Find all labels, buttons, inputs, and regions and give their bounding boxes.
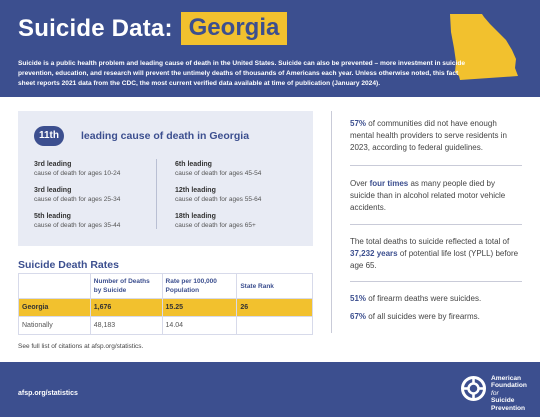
- table-cell: 48,183: [90, 317, 162, 335]
- stat-item: [34, 212, 120, 238]
- fact-text: Over: [350, 179, 370, 188]
- table-row: [19, 299, 313, 317]
- fact-divider: [350, 281, 522, 282]
- fact-ypll: [350, 236, 522, 272]
- fact-firearm-deaths: [350, 293, 522, 305]
- table-header: [19, 274, 91, 299]
- wordmark-line: Suicide: [491, 397, 515, 405]
- fact-highlight: four times: [369, 179, 409, 188]
- wordmark-line: Foundation: [491, 382, 527, 390]
- fact-text: of communities did not have enough mental health providers to serve residents in 2023, according to federal guidelines.: [350, 119, 507, 152]
- rates-table: [18, 273, 313, 335]
- fact-divider: [350, 165, 522, 166]
- stat-item: [175, 186, 261, 212]
- fact-highlight: 37,232 years: [350, 249, 398, 258]
- wordmark-line: Prevention: [491, 404, 526, 412]
- fact-highlight: 51%: [350, 294, 367, 303]
- vertical-divider: [331, 111, 332, 333]
- table-header: Rate per 100,000 Population: [162, 274, 237, 299]
- stat-desc: cause of death for ages 55-64: [175, 196, 262, 203]
- fact-highlight: 67%: [350, 312, 367, 321]
- fact-text: as many people died by suicide than in alcohol related motor vehicle accidents.: [350, 179, 506, 212]
- fact-divider: [350, 224, 522, 225]
- table-cell: 14.04: [162, 317, 237, 335]
- stat-desc: cause of death for ages 25-34: [34, 196, 121, 203]
- fact-highlight: 57%: [350, 119, 367, 128]
- stat-item: [175, 160, 261, 186]
- stat-rank: 5th leading: [34, 213, 71, 220]
- fact-text: of all suicides were by firearms.: [366, 312, 480, 321]
- ranking-panel: [18, 111, 313, 246]
- stat-desc: cause of death for ages 65+: [175, 222, 256, 229]
- ranking-column-right: [175, 160, 261, 238]
- table-cell: 26: [237, 299, 313, 317]
- table-header-row: [19, 274, 313, 299]
- stat-item: [34, 160, 120, 186]
- stat-rank: 3rd leading: [34, 161, 72, 168]
- rank-badge: 11th: [34, 126, 64, 146]
- afsp-wordmark: [491, 375, 539, 412]
- footer-banner: [0, 362, 540, 417]
- table-cell: 15.25: [162, 299, 237, 317]
- intro-text: Suicide is a public health problem and leading cause of death in the United States. Suicide can also be prevented – more investment in suicide prevention, education, and research will prevent the untimely deaths of thousands of Americans each year. Unless otherwise noted, this fact sheet reports 2021 data from the CDC, the most current verified data available at time of publication (January 2024).: [18, 60, 466, 87]
- table-cell: Nationally: [19, 317, 91, 335]
- page-title: [18, 12, 287, 45]
- stat-item: [175, 212, 261, 238]
- rates-title: Suicide Death Rates: [18, 259, 119, 271]
- table-cell: 1,676: [90, 299, 162, 317]
- stat-rank: 3rd leading: [34, 187, 72, 194]
- wordmark-line: for: [491, 389, 499, 397]
- table-header: State Rank: [237, 274, 313, 299]
- fact-text: of potential life lost (YPLL) before age 65.: [350, 249, 519, 270]
- stat-desc: cause of death for ages 45-54: [175, 170, 262, 177]
- ranking-column-left: [34, 160, 120, 238]
- stat-desc: cause of death for ages 35-44: [34, 222, 121, 229]
- rank-heading: leading cause of death in Georgia: [81, 130, 250, 142]
- stat-rank: 6th leading: [175, 161, 212, 168]
- table-cell: [237, 317, 313, 335]
- afsp-logo-icon: [461, 376, 486, 401]
- title-prefix: Suicide Data:: [18, 14, 173, 42]
- stat-item: [34, 186, 120, 212]
- fact-text: of firearm deaths were suicides.: [366, 294, 482, 303]
- header-banner: [0, 0, 540, 97]
- fact-text: The total deaths to suicide reflected a total of: [350, 237, 510, 246]
- stat-rank: 12th leading: [175, 187, 216, 194]
- fact-firearm-suicides: [350, 311, 522, 323]
- fact-providers: [350, 118, 522, 154]
- column-divider: [156, 159, 157, 229]
- wordmark-line: American: [491, 375, 522, 382]
- stat-desc: cause of death for ages 10-24: [34, 170, 121, 177]
- citation-link[interactable]: See full list of citations at afsp.org/statistics.: [18, 343, 144, 350]
- stat-rank: 18th leading: [175, 213, 216, 220]
- title-state: Georgia: [181, 12, 288, 45]
- table-row: [19, 317, 313, 335]
- table-header: Number of Deaths by Suicide: [90, 274, 162, 299]
- table-cell: Georgia: [19, 299, 91, 317]
- footer-url-link[interactable]: afsp.org/statistics: [18, 390, 78, 397]
- fact-motor-vehicle: [350, 178, 522, 214]
